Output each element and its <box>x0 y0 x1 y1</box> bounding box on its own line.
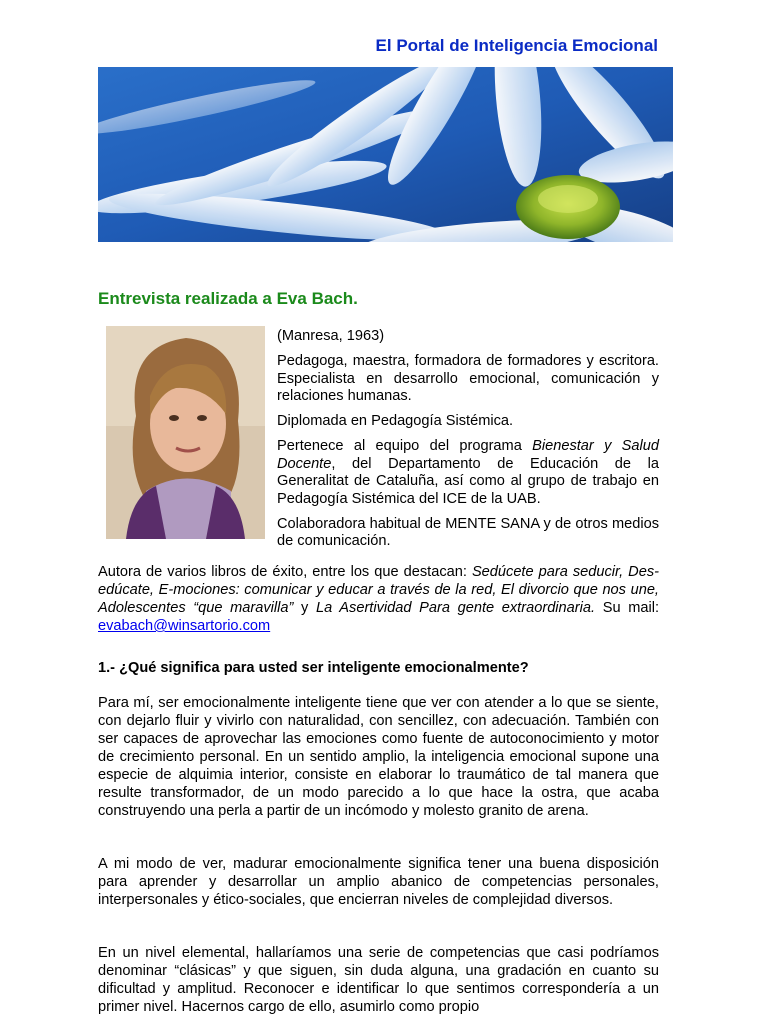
answer-paragraph-3: En un nivel elemental, hallaríamos una serie de competencias que casi podríamos denominar “clásicas” y que siguen, sin duda alguna, una gradación en cuanto su dificultad y amplitud. Reconocer e identificar lo que sentimos correspondería a un primer nivel. Hacernos cargo de ello, asumirlo como propio <box>98 945 659 1015</box>
bio-program-name: Bienestar y Salud Docente <box>277 438 659 472</box>
bio-program-post: , del Departamento de Educación de la Generalitat de Cataluña, así como al grupo de trabajo en Pedagogía Sistémica del ICE de la UAB. <box>277 455 659 507</box>
email-link[interactable]: evabach@winsartorio.com <box>98 618 271 634</box>
article-heading: Entrevista realizada a Eva Bach. <box>98 289 358 308</box>
answer-paragraph-1: Para mí, ser emocionalmente inteligente tiene que ver con atender a lo que se siente, con dejarlo fluir y vivirlo con naturalidad, con sencillez, con adecuación. También con ser capaces de aprovechar las emociones como fuente de autoconocimiento y motor de crecimiento personal. En un sentido amplio, la inteligencia emocional supone una especie de alquimia interior, consiste en elaborar lo traumático de tal manera que resulte transformador, de un modo parecido a lo que hace la ostra, que acaba construyendo una perla a partir de un incómodo y molesto granito de arena. <box>98 695 659 819</box>
books-titles-1: Sedúcete para seducir, Des-edúcate, E-mociones: comunicar y educar a través de la red, El divorcio que nos une, Adolescentes “que maravilla” <box>98 564 659 616</box>
books-connector: y <box>293 600 316 616</box>
bio-program-pre: Pertenece al equipo del programa <box>277 438 533 454</box>
bio-diploma: Diplomada en Pedagogía Sistémica. <box>277 413 514 429</box>
bio-profession: Pedagoga, maestra, formadora de formadores y escritora. Especialista en desarrollo emocional, comunicación y relaciones humanas. <box>277 353 659 404</box>
question-1: 1.- ¿Qué significa para usted ser inteligente emocionalmente? <box>98 660 529 676</box>
bio-program <box>277 438 659 508</box>
answer-paragraph-2: A mi modo de ver, madurar emocionalmente significa tener una buena disposición para aprender y desarrollar un amplio abanico de competencias personales, interpersonales y ético-sociales, que encierran niveles de complejidad diversos. <box>98 856 659 908</box>
books-titles-2: La Asertividad Para gente extraordinaria. <box>315 600 596 616</box>
bio-collab: Colaboradora habitual de MENTE SANA y de otros medios de comunicación. <box>277 515 659 549</box>
portrait-photo <box>106 326 265 539</box>
books-intro: Autora de varios libros de éxito, entre los que destacan: <box>98 564 472 580</box>
bio-text <box>277 328 659 558</box>
books-paragraph <box>98 563 659 635</box>
mail-label: Su mail: <box>595 600 660 616</box>
portal-title: El Portal de Inteligencia Emocional <box>375 36 658 55</box>
banner-image-daisy <box>98 67 673 242</box>
bio-birth: (Manresa, 1963) <box>277 328 385 344</box>
